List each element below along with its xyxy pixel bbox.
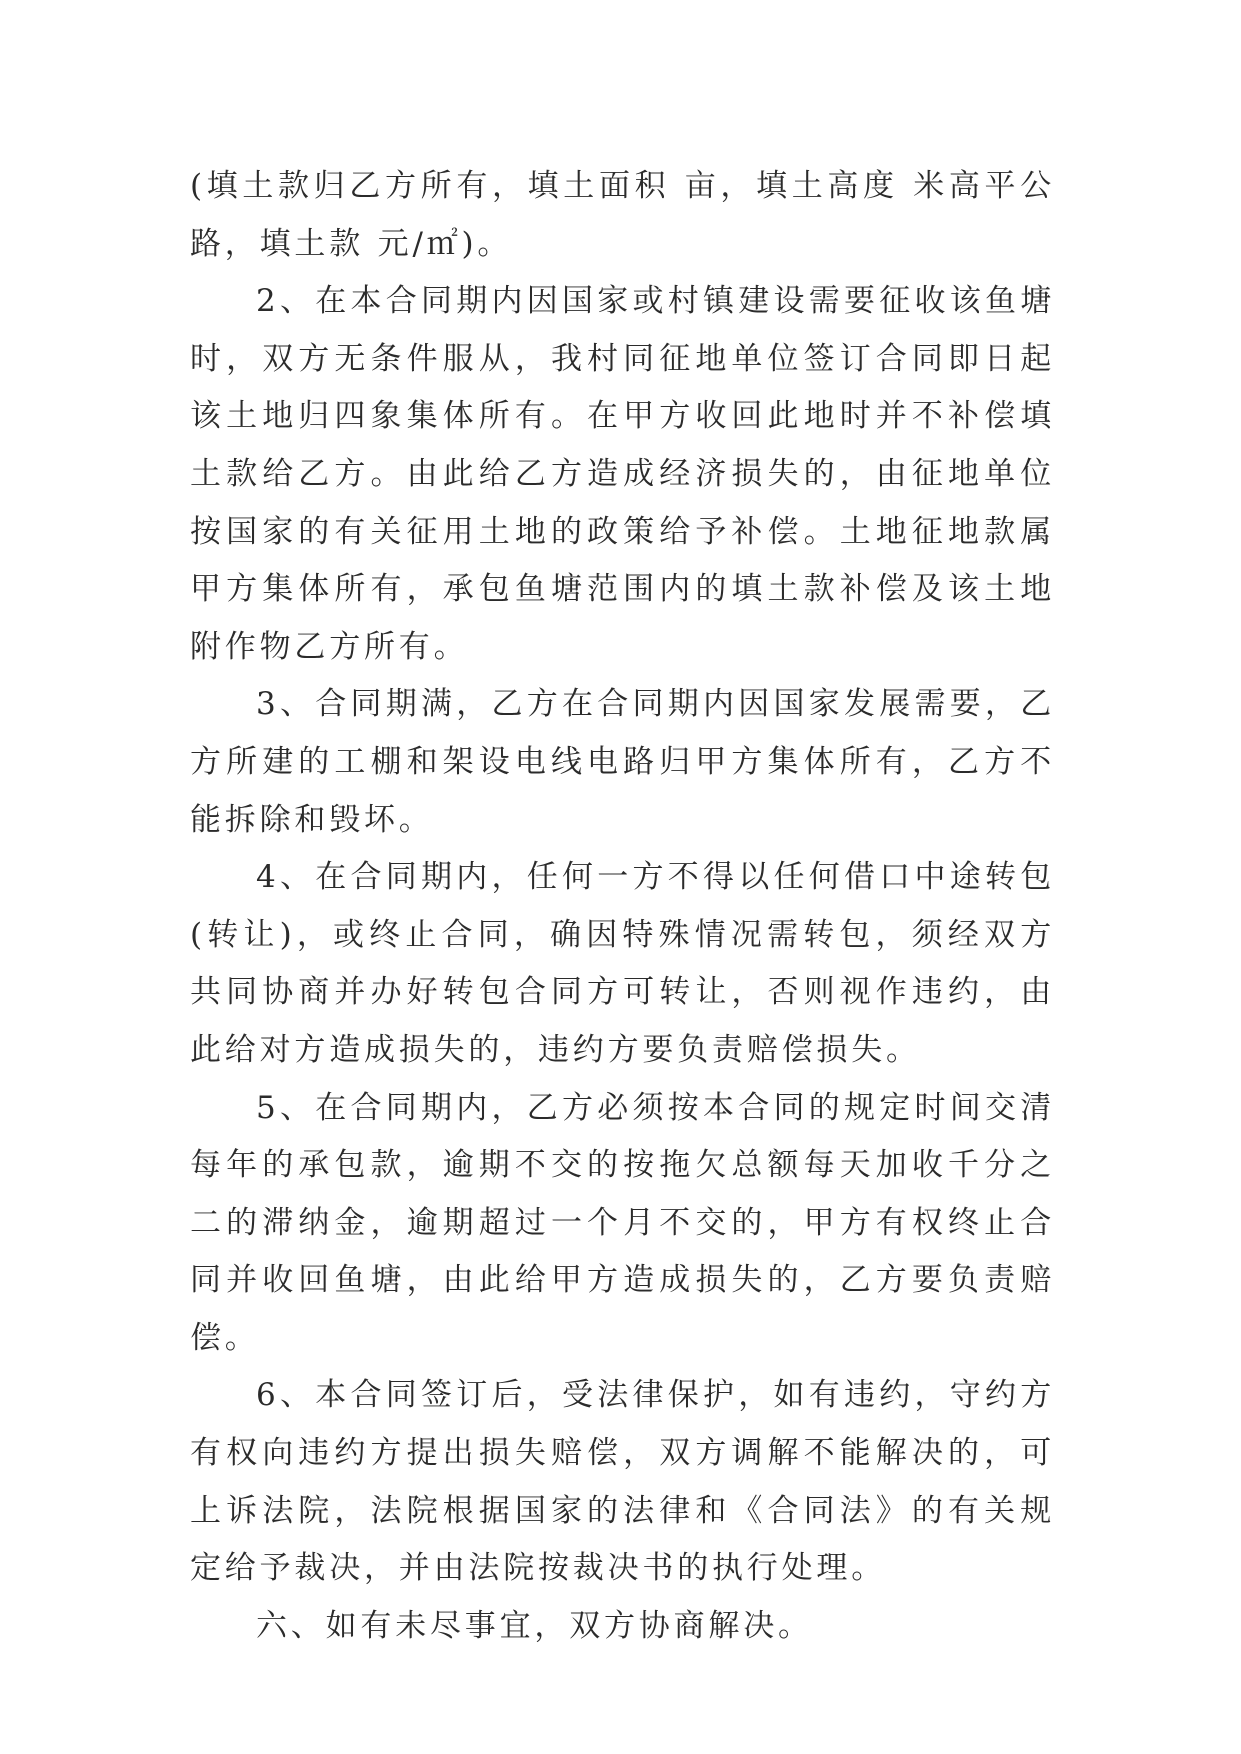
document-body bbox=[190, 158, 1055, 1655]
paragraph-section-six: 六、如有未尽事宜，双方协商解决。 bbox=[256, 1607, 813, 1644]
paragraph-clause-3: 3、合同期满，乙方在合同期内因国家发展需要，乙方所建的工棚和架设电线电路归甲方集体所有，乙方不能拆除和毁坏。 bbox=[190, 686, 1055, 838]
paragraph-fill-fee: (填土款归乙方所有，填土面积 亩，填土高度 米高平公路，填土款 元/㎡)。 bbox=[190, 168, 1055, 262]
paragraph-clause-4: 4、在合同期内，任何一方不得以任何借口中途转包(转让)，或终止合同，确因特殊情况需转包，须经双方共同协商并办好转包合同方可转让，否则视作违约，由此给对方造成损失的，违约方要负责赔偿损失。 bbox=[190, 859, 1055, 1068]
paragraph-clause-6: 6、本合同签订后，受法律保护，如有违约，守约方有权向违约方提出损失赔偿，双方调解不能解决的，可上诉法院，法院根据国家的法律和《合同法》的有关规定给予裁决，并由法院按裁决书的执行处理。 bbox=[190, 1377, 1055, 1587]
paragraph-clause-5: 5、在合同期内，乙方必须按本合同的规定时间交清每年的承包款，逾期不交的按拖欠总额每天加收千分之二的滞纳金，逾期超过一个月不交的，甲方有权终止合同并收回鱼塘，由此给甲方造成损失的，乙方要负责赔偿。 bbox=[190, 1089, 1055, 1356]
paragraph-clause-2: 2、在本合同期内因国家或村镇建设需要征收该鱼塘时，双方无条件服从，我村同征地单位签订合同即日起该土地归四象集体所有。在甲方收回此地时并不补偿填土款给乙方。由此给乙方造成经济损失的，由征地单位按国家的有关征用土地的政策给予补偿。土地征地款属甲方集体所有，承包鱼塘范围内的填土款补偿及该土地附作物乙方所有。 bbox=[190, 283, 1055, 665]
